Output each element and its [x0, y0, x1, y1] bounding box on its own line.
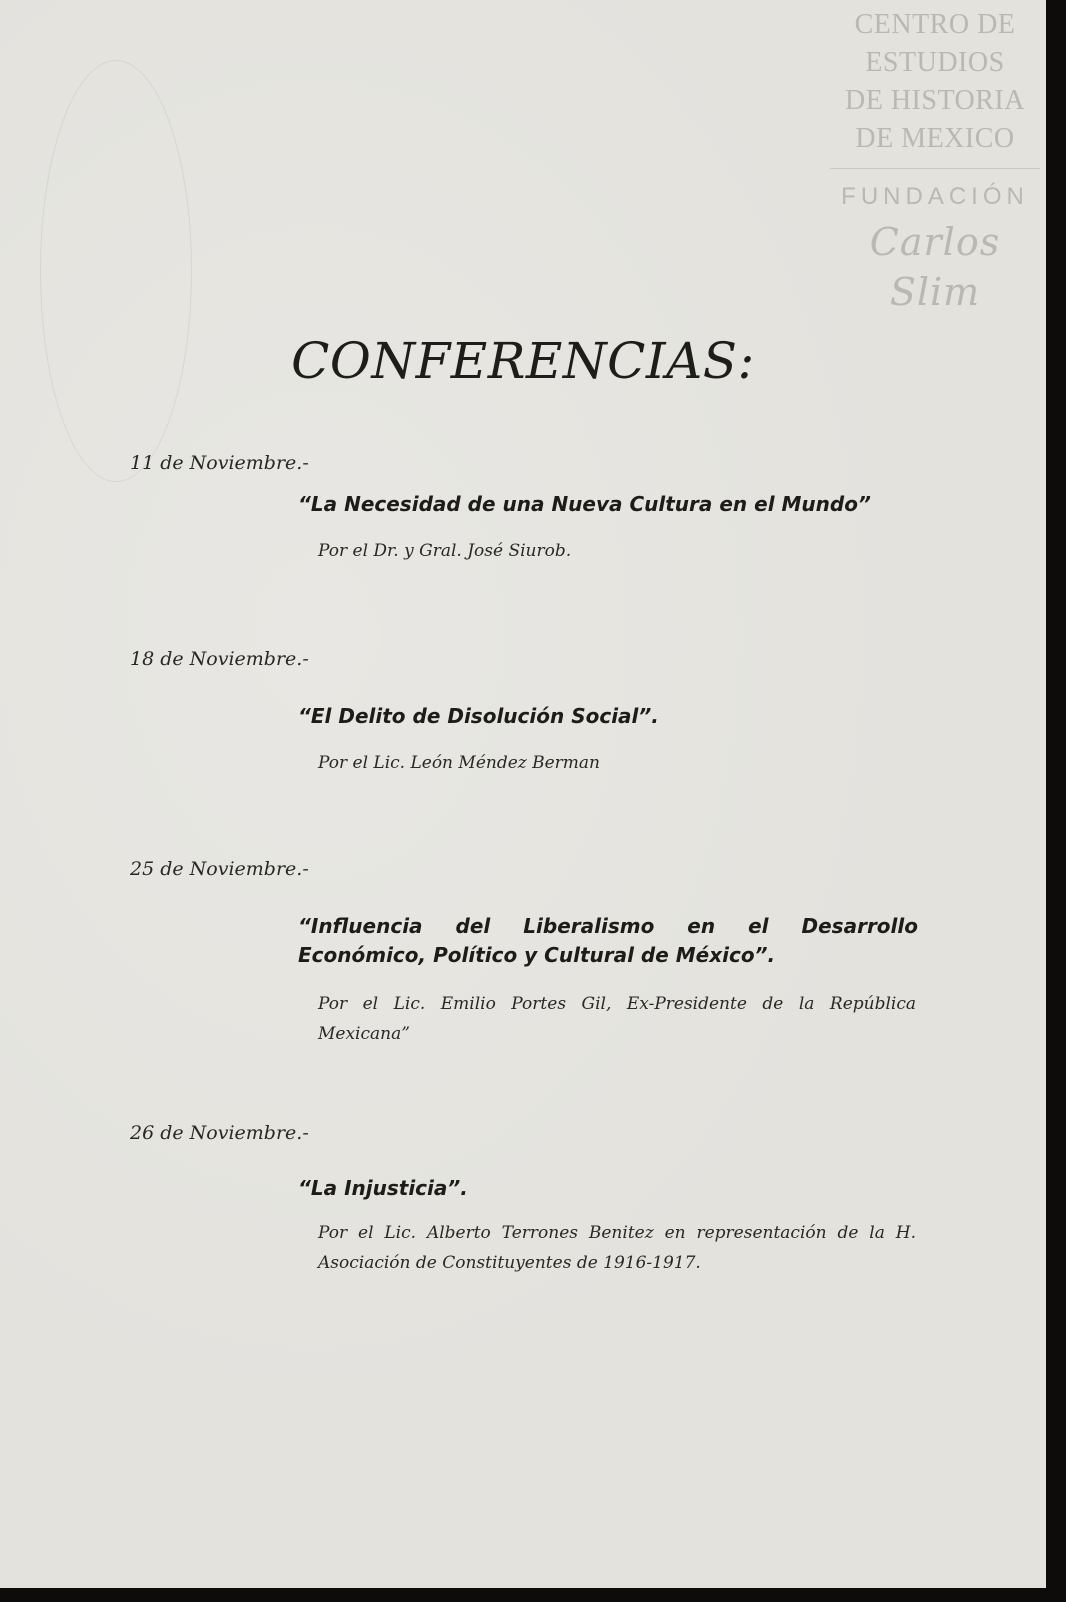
watermark-signature: Carlos Slim: [869, 220, 1001, 314]
faint-stamp-mark: [40, 60, 192, 482]
watermark-foundation: FUNDACIÓN: [841, 183, 1029, 210]
watermark-line-3: DE HISTORIA: [845, 85, 1025, 116]
conference-date-3: 25 de Noviembre.-: [130, 858, 309, 880]
page-title: CONFERENCIAS:: [291, 332, 755, 390]
conference-title-3: “Influencia del Liberalismo en el Desarrollo Económico, Político y Cultural de México”.: [298, 914, 918, 967]
conference-date-1: 11 de Noviembre.-: [130, 452, 309, 474]
archive-watermark: [830, 6, 1040, 317]
conference-title-1: “La Necesidad de una Nueva Cultura en el Mundo”: [298, 492, 871, 516]
watermark-line-4: DE MEXICO: [855, 123, 1015, 154]
conference-speaker-4: Por el Lic. Alberto Terrones Benitez en representación de la H. Asociación de Constituyentes de 1916-1917.: [318, 1223, 916, 1273]
conference-title-4: “La Injusticia”.: [298, 1176, 468, 1200]
conference-title-2: “El Delito de Disolución Social”.: [298, 704, 659, 728]
conference-date-2: 18 de Noviembre.-: [130, 648, 309, 670]
watermark-line-2: ESTUDIOS: [865, 47, 1005, 78]
conference-speaker-2: Por el Lic. León Méndez Berman: [318, 753, 601, 773]
conference-speaker-1: Por el Dr. y Gral. José Siurob.: [318, 541, 572, 561]
watermark-line-1: CENTRO DE: [854, 9, 1016, 40]
conference-date-4: 26 de Noviembre.-: [130, 1122, 309, 1144]
watermark-divider: [830, 168, 1040, 169]
conference-speaker-3: Por el Lic. Emilio Portes Gil, Ex-Presidente de la República Mexicana”: [318, 994, 916, 1044]
